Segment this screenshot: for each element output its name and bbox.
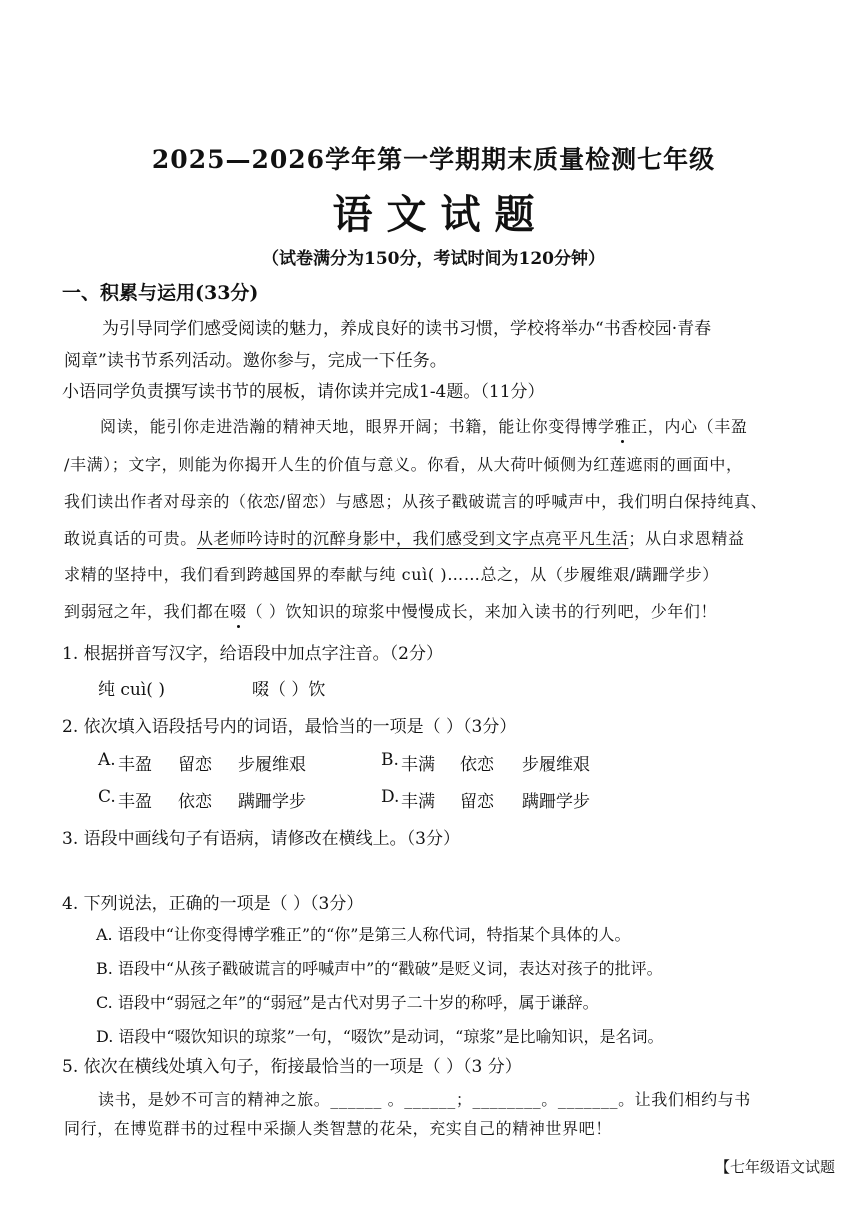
passage-line-4: [64, 526, 745, 549]
option-word: 丰满: [401, 792, 435, 812]
option-word: 依恋: [178, 792, 212, 812]
option-letter: C.: [98, 787, 116, 807]
subject-title: 语文试题: [332, 191, 549, 238]
option-word: 丰盈: [118, 755, 152, 775]
passage-text: （ ）饮知识的琼浆中慢慢成长，来加入读书的行列吧，少年们！: [246, 602, 718, 621]
underlined-sentence: 从老师吟诗时的沉醉身影中，我们感受到文字点亮平凡生活: [196, 529, 629, 548]
intro-line-1: 为引导同学们感受阅读的魅力，养成良好的读书习惯，学校将举办“书香校园·青春: [102, 319, 712, 339]
passage-line-1: [100, 414, 747, 437]
dotted-char: 雅: [615, 414, 632, 437]
q4-option-d: D. 语段中“啜饮知识的琼浆”一句，“啜饮”是动词，“琼浆”是比喻知识，是名词。: [96, 1027, 664, 1046]
option-word: 留恋: [460, 792, 494, 812]
option-word: 留恋: [178, 755, 212, 775]
exam-info: （试卷满分为150分，考试时间为120分钟）: [262, 249, 605, 269]
question-4-stem: 4. 下列说法，正确的一项是（ ）（3分）: [62, 894, 364, 914]
passage-text: ；从白求恩精益: [628, 529, 745, 548]
option-word: 蹒跚学步: [238, 792, 306, 812]
footer-label: 【七年级语文试题: [715, 1158, 836, 1176]
q2-option-a: [98, 750, 398, 775]
passage-text: 阅读，能引你走进浩瀚的精神天地，眼界开阔；书籍，能让你变得博学: [100, 417, 615, 436]
question-1-stem: 1. 根据拼音写汉字，给语段中加点字注音。（2分）: [62, 644, 443, 664]
q4-option-b: B. 语段中“从孩子戳破谎言的呼喊声中”的“戳破”是贬义词，表达对孩子的批评。: [96, 959, 663, 978]
passage-line-2: /丰满）；文字，则能为你揭开人生的价值与意义。你看，从大荷叶倾侧为红莲遮雨的画面中，: [64, 455, 743, 474]
option-letter: A.: [98, 750, 116, 770]
option-word: 步履维艰: [238, 755, 306, 775]
passage-line-6: [64, 599, 717, 622]
passage-line-3: 我们读出作者对母亲的（依恋/留恋）与感恩；从孩子戳破谎言的呼喊声中，我们明白保持纯真、: [64, 492, 768, 511]
q1-answer-cui: 纯 cuì( ): [98, 680, 165, 700]
option-word: 蹒跚学步: [522, 792, 590, 812]
q2-option-b: [381, 750, 681, 775]
q2-option-c: [98, 787, 398, 812]
q5-line-1: 读书，是妙不可言的精神之旅。______ 。______；________。_______。让我们相约与书: [98, 1090, 751, 1109]
passage-line-5: 求精的坚持中，我们看到跨越国界的奉献与纯 cuì( )……总之，从（步履维艰/蹒跚学步）: [64, 565, 719, 584]
q1-char: 啜: [252, 680, 269, 700]
option-word: 步履维艰: [522, 755, 590, 775]
q4-option-c: C. 语段中“弱冠之年”的“弱冠”是古代对男子二十岁的称呼，属于谦辞。: [96, 993, 599, 1012]
q1-rest: （ ）饮: [269, 680, 326, 700]
q4-option-a: A. 语段中“让你变得博学雅正”的“你”是第三人称代词，特指某个具体的人。: [96, 925, 631, 944]
option-word: 依恋: [460, 755, 494, 775]
q5-line-2: 同行，在博览群书的过程中采撷人类智慧的花朵，充实自己的精神世界吧！: [64, 1119, 612, 1138]
option-letter: D.: [381, 787, 400, 807]
question-5-stem: 5. 依次在横线处填入句子，衔接最恰当的一项是（ ）（3 分）: [62, 1057, 522, 1077]
q1-answer-chuo: [252, 675, 325, 700]
intro-line-2: 阅章”读书节系列活动。邀你参与，完成一下任务。: [64, 351, 447, 371]
option-word: 丰满: [401, 755, 435, 775]
option-letter: B.: [381, 750, 399, 770]
question-3-stem: 3. 语段中画线句子有语病，请修改在横线上。（3分）: [62, 829, 460, 849]
passage-text: 敢说真话的可贵。: [64, 529, 197, 548]
q2-option-d: [381, 787, 681, 812]
passage-text: 正，内心（丰盈: [631, 417, 748, 436]
section-heading: 一、积累与运用(33分): [62, 282, 259, 304]
dotted-char: 啜: [230, 599, 247, 622]
passage-text: 到弱冠之年，我们都在: [64, 602, 231, 621]
option-word: 丰盈: [118, 792, 152, 812]
question-2-stem: 2. 依次填入语段括号内的词语，最恰当的一项是（ ）（3分）: [62, 717, 517, 737]
exam-title: 2025—2026学年第一学期期末质量检测七年级: [151, 145, 716, 174]
task-line: 小语同学负责撰写读书节的展板，请你读并完成1-4题。（11分）: [62, 382, 545, 402]
